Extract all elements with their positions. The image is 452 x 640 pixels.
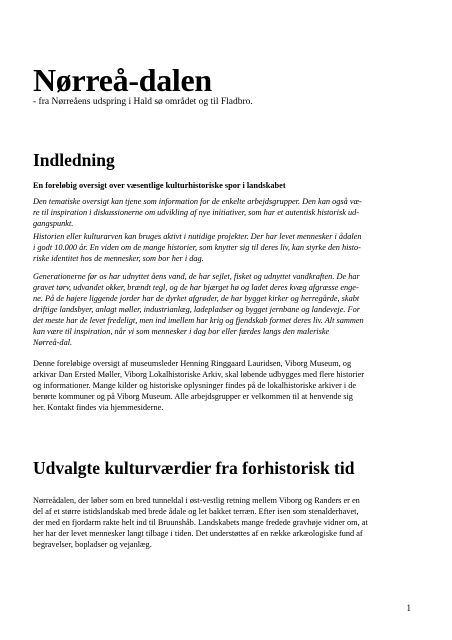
text-line: Historien eller kulturarven kan bruges aktivt i nutidige projekter. Der har levet mennesker i ådalen [33, 232, 362, 241]
prehistory-paragraph [33, 495, 423, 550]
document-title: Nørreå-dalen [33, 62, 212, 98]
credits-paragraph [33, 358, 423, 413]
text-line: der med en fjordarm rakte helt ind til Bruunshåb. Landskabets mange fredede gravhøje vidner om, at [33, 518, 368, 527]
text-line: og informationer. Mange kilder og historiske oplysninger findes på de lokalhistoriske arkiver i de [33, 381, 357, 390]
intro-paragraph-2 [33, 231, 423, 264]
text-line: begravelser, bopladser og vejanlæg. [33, 540, 152, 549]
intro-paragraph-3 [33, 271, 423, 348]
text-line: det meste har de levet fredeligt, men ind imellem har krig og fjendskab formet deres liv. Alt sammen [33, 316, 364, 325]
text-line: Nørreådalen, der løber som en bred tunneldal i øst-vestlig retning mellem Viborg og Randers er en [33, 496, 360, 505]
text-line: berørte kommuner og på Viborg Museum. Alle arbejdsgrupper er velkommen til at henvende sig [33, 392, 353, 401]
page-number: 1 [406, 603, 411, 613]
text-line: her. Kontakt findes via hjemmesiderne. [33, 403, 164, 412]
text-line: her har der levet mennesker langt tilbage i tiden. Det understøttes af en række arkæologiske fund af [33, 529, 363, 538]
text-line: kan være til inspiration, når vi som mennesker i dag bor eller færdes langs den maleriske [33, 327, 330, 336]
text-line: del af et større istidslandskab med brede ådale og let bakket terræn. Efter isen som stenalderhavet, [33, 507, 359, 516]
text-line: i godt 10.000 år. En viden om de mange historier, som knytter sig til deres liv, kan styrke den histo- [33, 243, 361, 252]
text-line: re til inspiration i diskussionerne om udvikling af nye initiativer, som har et autentisk historisk ud- [33, 208, 360, 217]
document-subtitle: - fra Nørreåens udspring i Hald sø området og til Fladbro. [33, 97, 253, 107]
text-line: driftige landsbyer, anlagt møller, industrianlæg, ladepladser og bygget jernbane og landeveje. For [33, 305, 361, 314]
section-heading-kulturvaerdier: Udvalgte kulturværdier fra forhistorisk tid [33, 458, 355, 478]
text-line: ne. På de højere liggende jorder har de dyrket afgrøder, de har bygget kirker og herregårde, skabt [33, 294, 360, 303]
section-heading-indledning: Indledning [33, 150, 115, 170]
text-line: gangspunkt. [33, 219, 74, 228]
text-line: gravet tørv, udvandet okker, brændt tegl, og de har bjærget hø og ladet deres kvæg afgræsse enge- [33, 283, 359, 292]
text-line: Generationerne før os har udnyttet åens vand, de har sejlet, fisket og udnyttet vandkraften. De har [33, 272, 360, 281]
text-line: Den tematiske oversigt kan tjene som information for de enkelte arbejdsgrupper. Den kan også væ- [33, 197, 362, 206]
text-line: riske identitet hos de mennesker, som bor her i dag. [33, 254, 204, 263]
text-line: arkivar Dan Ersted Møller, Viborg Lokalhistoriske Arkiv, skal løbende udbygges med flere historier [33, 370, 365, 379]
text-line: Nørreå-dal. [33, 338, 73, 347]
section-lead: En foreløbig oversigt over væsentlige kulturhistoriske spor i landskabet [33, 181, 286, 190]
text-line: Denne foreløbige oversigt af museumsleder Henning Ringgaard Lauridsen, Viborg Museum, og [33, 359, 352, 368]
intro-paragraph-1 [33, 196, 423, 229]
